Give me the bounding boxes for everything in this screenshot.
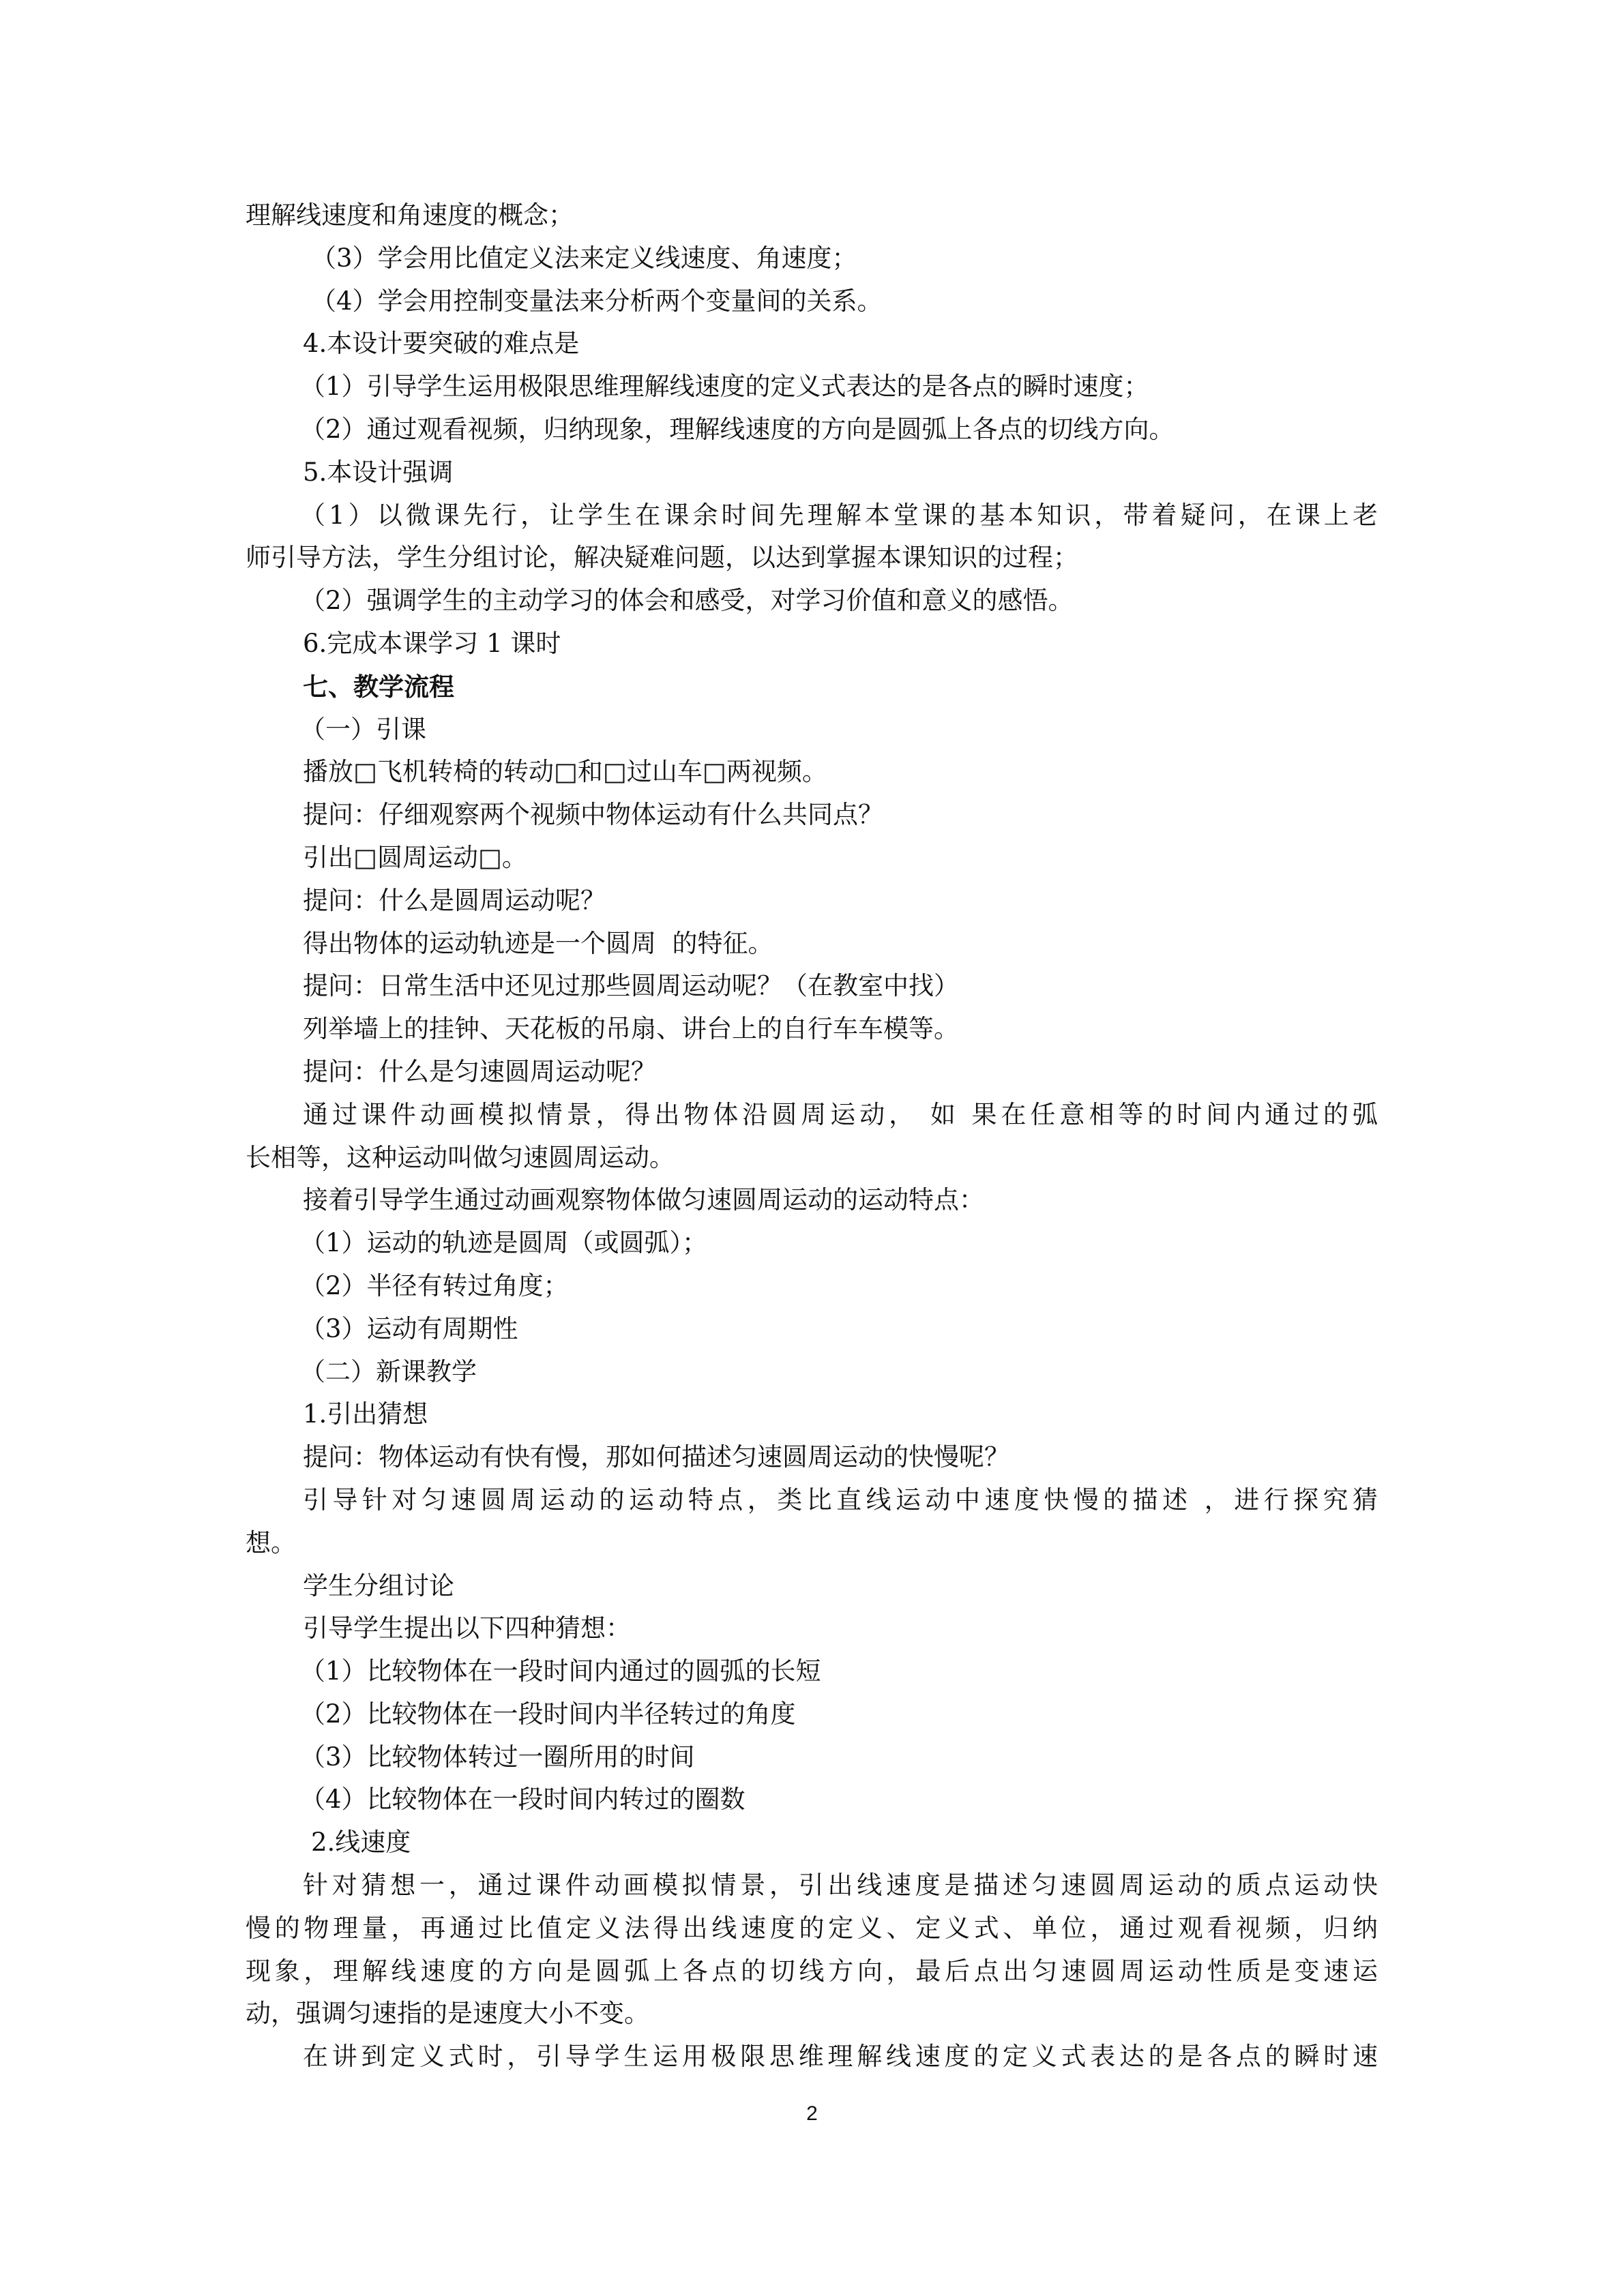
text-line: （2）强调学生的主动学习的体会和感受，对学习价值和意义的感悟。 (300, 586, 1074, 616)
text-line: 想。 (246, 1527, 296, 1557)
chapter-heading: 七、教学流程 (303, 671, 454, 702)
text-line: 通过课件动画模拟情景，得出物体沿圆周运动， 如 果在任意相等的时间内通过的弧 (303, 1099, 1378, 1129)
document-body (246, 194, 1378, 2078)
text-line: 针对猜想一，通过课件动画模拟情景，引出线速度是描述匀速圆周运动的质点运动快 (303, 1870, 1378, 1900)
section-heading: 2.线速度 (311, 1828, 411, 1858)
text-line: 长相等，这种运动叫做匀速圆周运动。 (246, 1142, 675, 1172)
text-line: （3）运动有周期性 (300, 1313, 518, 1343)
text-line: 理解线速度和角速度的概念； (246, 200, 574, 230)
text-line: 提问：什么是匀速圆周运动呢？ (303, 1056, 656, 1086)
section-heading: 1.引出猜想 (303, 1399, 428, 1429)
text-line: 学生分组讨论 (303, 1570, 454, 1600)
subsection-heading: （一）引课 (300, 714, 426, 744)
text-line: 列举墙上的挂钟、天花板的吊扇、讲台上的自行车车模等。 (303, 1014, 959, 1044)
text-line: （2）比较物体在一段时间内半径转过的角度 (300, 1699, 796, 1729)
section-heading: 4.本设计要突破的难点是 (303, 329, 580, 359)
text-line: 提问：什么是圆周运动呢？ (303, 885, 606, 915)
text-line: 引导学生提出以下四种猜想： (303, 1613, 631, 1643)
text-line: 在讲到定义式时，引导学生运用极限思维理解线速度的定义式表达的是各点的瞬时速 (303, 2042, 1378, 2072)
text-line: 播放□飞机转椅的转动□和□过山车□两视频。 (303, 757, 827, 787)
text-line: 提问：物体运动有快有慢，那如何描述匀速圆周运动的快慢呢？ (303, 1442, 1009, 1472)
text-line: 引导针对匀速圆周运动的运动特点，类比直线运动中速度快慢的描述 ，进行探究猜 (303, 1485, 1378, 1515)
section-heading: 5.本设计强调 (303, 457, 454, 487)
page-number: 2 (806, 2102, 818, 2125)
text-line: 动，强调匀速指的是速度大小不变。 (246, 1999, 649, 2029)
text-line: 提问：仔细观察两个视频中物体运动有什么共同点？ (303, 800, 883, 830)
text-line: （4）学会用控制变量法来分析两个变量间的关系。 (311, 286, 883, 316)
text-line: 6.完成本课学习 1 课时 (303, 628, 561, 658)
text-line: 现象，理解线速度的方向是圆弧上各点的切线方向，最后点出匀速圆周运动性质是变速运 (246, 1956, 1378, 1986)
text-line: （4）比较物体在一段时间内转过的圈数 (300, 1785, 745, 1815)
text-line: （3）学会用比值定义法来定义线速度、角速度； (311, 243, 857, 273)
text-line: （1）引导学生运用极限思维理解线速度的定义式表达的是各点的瞬时速度； (300, 372, 1149, 402)
text-line: 提问：日常生活中还见过那些圆周运动呢？（在教室中找） (303, 971, 959, 1001)
text-line: （2）半径有转过角度； (300, 1270, 569, 1300)
text-line: 慢的物理量，再通过比值定义法得出线速度的定义、定义式、单位，通过观看视频，归纳 (246, 1913, 1378, 1943)
text-line: （3）比较物体转过一圈所用的时间 (300, 1742, 695, 1772)
text-line: （1）运动的轨迹是圆周（或圆弧）； (300, 1228, 708, 1258)
text-line: 引出□圆周运动□。 (303, 842, 527, 872)
text-line: 师引导方法，学生分组讨论，解决疑难问题，以达到掌握本课知识的过程； (246, 543, 1078, 573)
text-line: 接着引导学生通过动画观察物体做匀速圆周运动的运动特点： (303, 1185, 984, 1215)
text-line: （1）以微课先行，让学生在课余时间先理解本堂课的基本知识，带着疑问，在课上老 (300, 500, 1378, 530)
text-line: 得出物体的运动轨迹是一个圆周 的特征。 (303, 928, 773, 958)
text-line: （2）通过观看视频，归纳现象，理解线速度的方向是圆弧上各点的切线方向。 (300, 414, 1175, 444)
subsection-heading: （二）新课教学 (300, 1356, 477, 1386)
text-line: （1）比较物体在一段时间内通过的圆弧的长短 (300, 1656, 821, 1686)
